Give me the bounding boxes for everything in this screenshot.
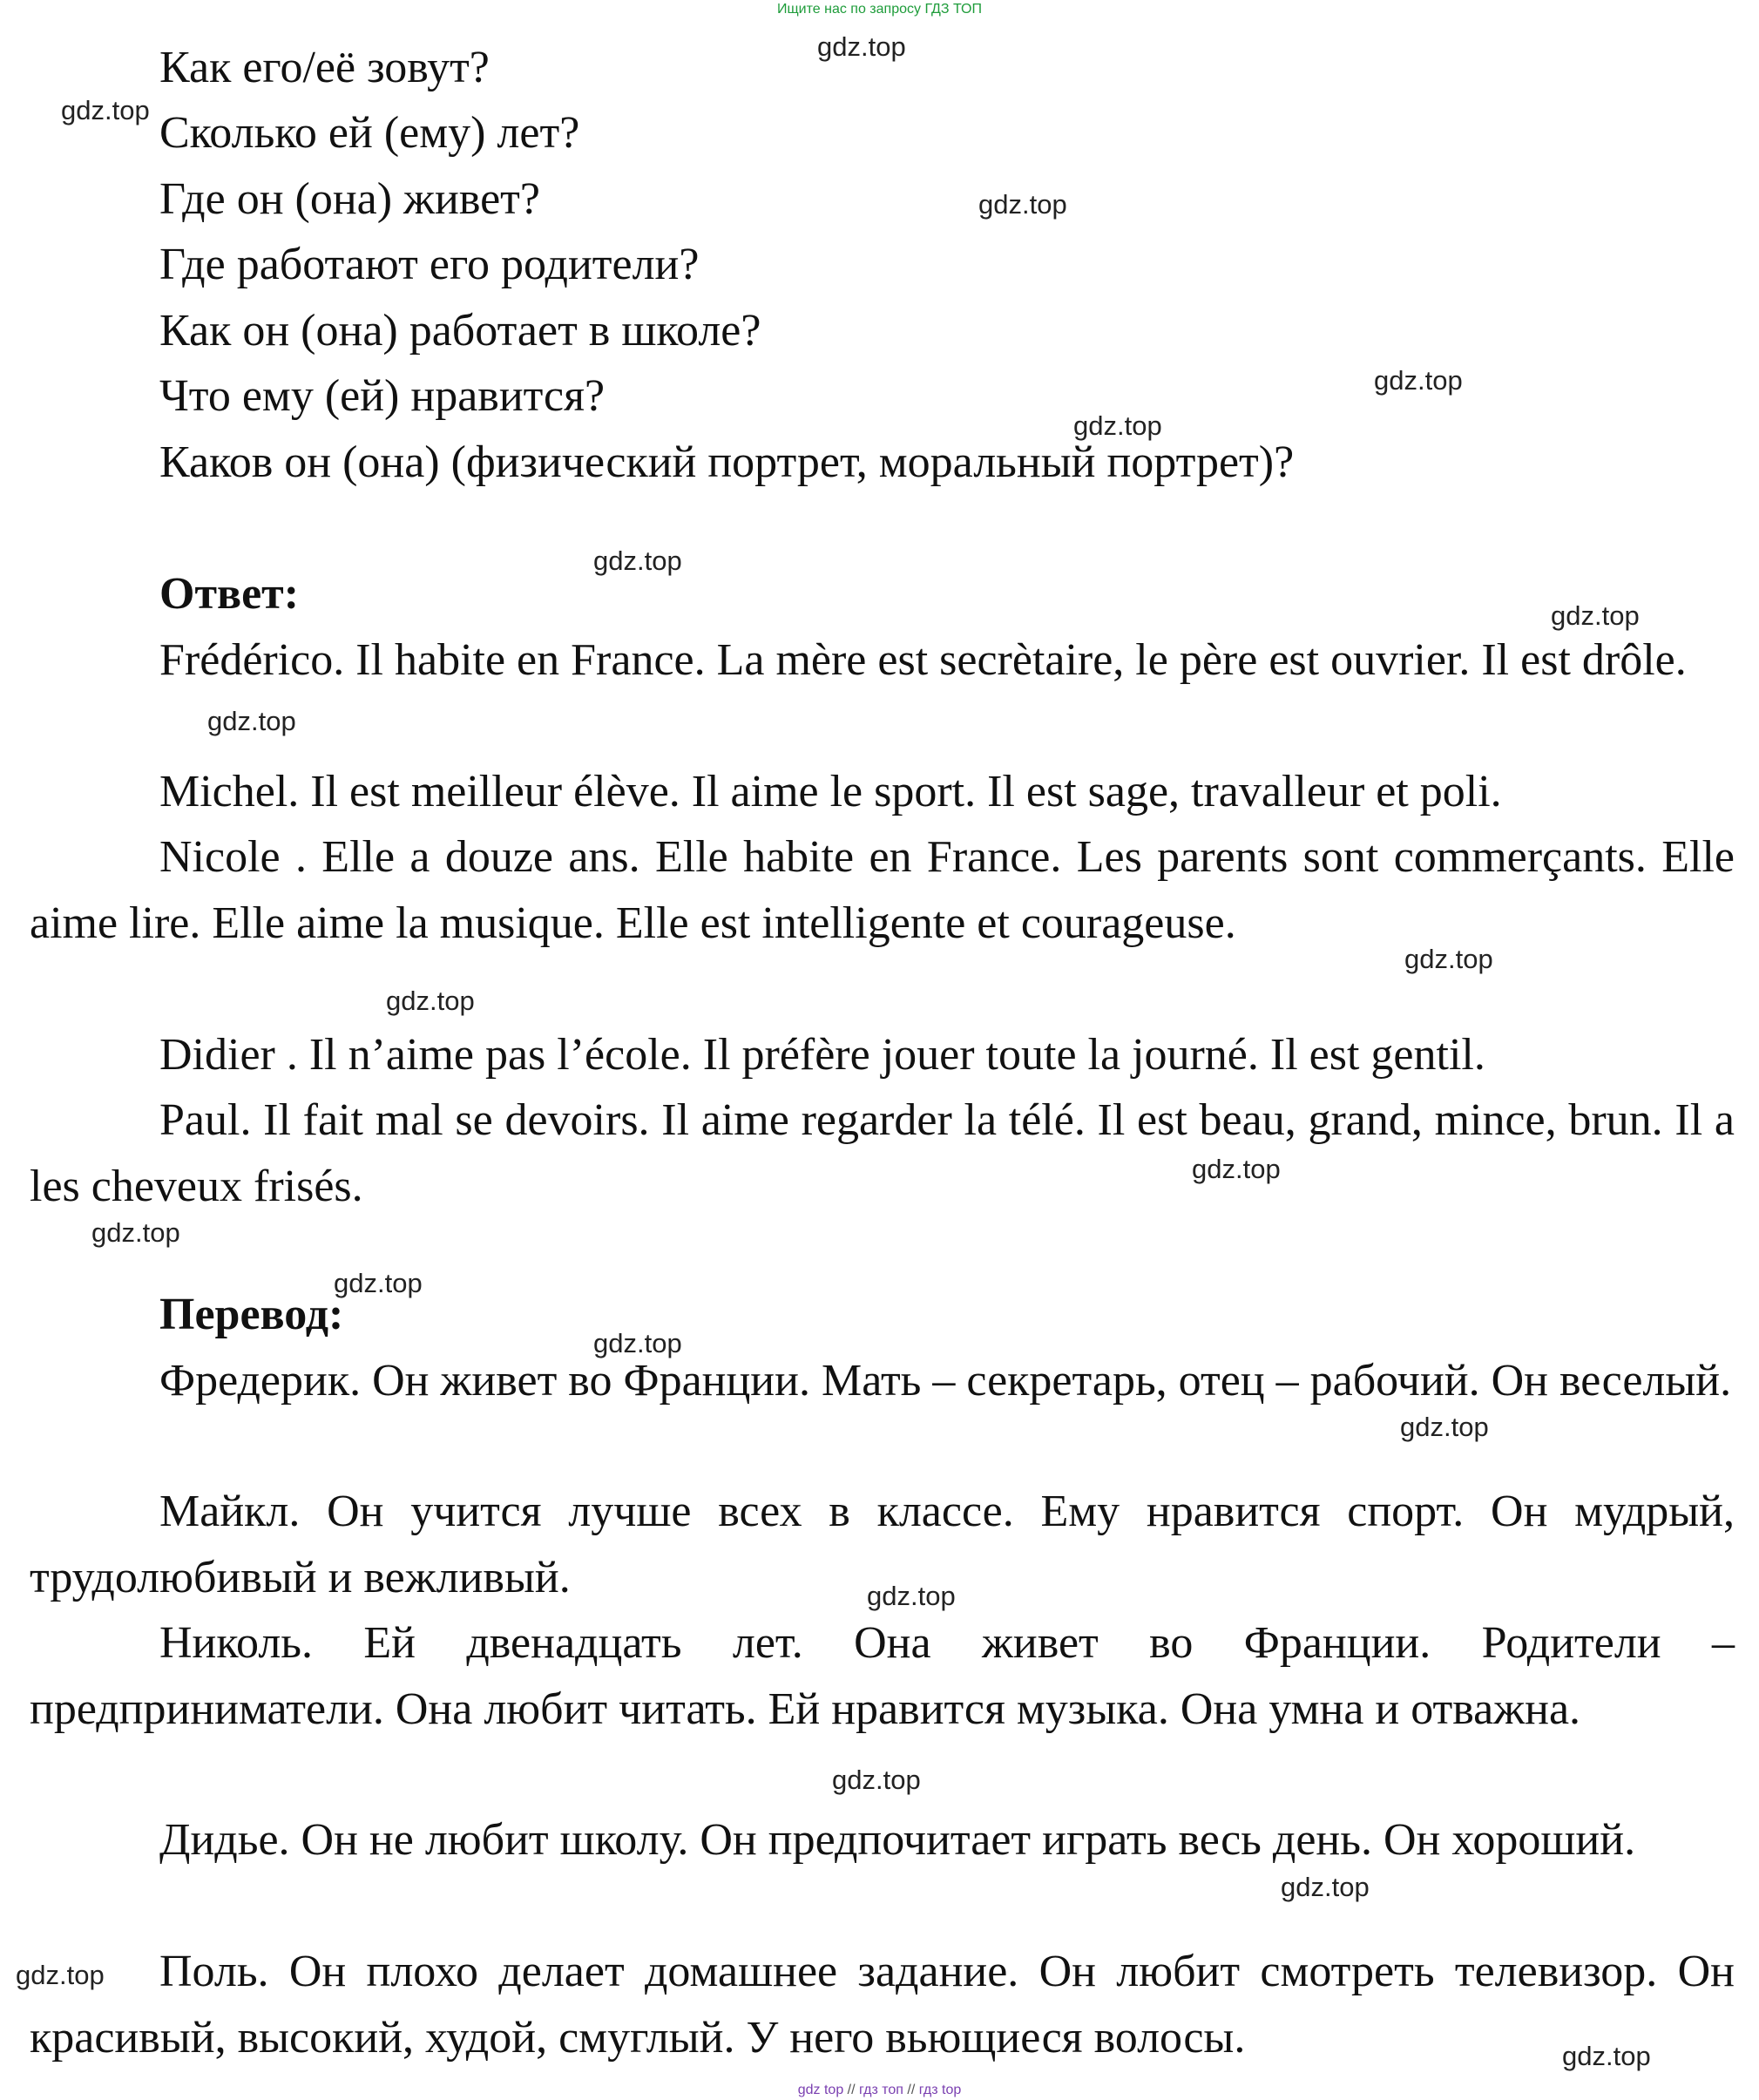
watermark: gdz.top [207, 706, 296, 736]
watermark: gdz.top [593, 1328, 682, 1358]
answer-paragraph: Paul. Il fait mal se devoirs. Il aime regarder la télé. Il est beau, grand, mince, brun. Il a les cheveux frisés. [30, 1095, 1735, 1211]
watermark: gdz.top [16, 1960, 105, 1990]
watermark: gdz.top [593, 545, 682, 576]
question-line: Сколько ей (ему) лет? [159, 108, 580, 158]
translation-paragraph: Майкл. Он учится лучше всех в классе. Ему нравится спорт. Он мудрый, трудолюбивый и вежливый. [30, 1487, 1735, 1602]
footer-link[interactable]: гдз top [918, 2083, 962, 2097]
question-line: Как его/её зовут? [159, 43, 490, 92]
watermark: gdz.top [1400, 1412, 1489, 1442]
watermark: gdz.top [1404, 944, 1493, 974]
answer-paragraph: Michel. Il est meilleur élève. Il aime le sport. Il est sage, travalleur et poli. [159, 767, 1502, 816]
watermark: gdz.top [832, 1765, 921, 1795]
watermark: gdz.top [978, 189, 1067, 220]
watermark: gdz.top [1551, 600, 1640, 631]
translation-paragraph: Поль. Он плохо делает домашнее задание. Он любит смотреть телевизор. Он красивый, высокий, худой, смуглый. У него вьющиеся волосы. [30, 1947, 1735, 2063]
translation-paragraph: Николь. Ей двенадцать лет. Она живет во Франции. Родители – предприниматели. Она любит читать. Ей нравится музыка. Она умна и отважна. [30, 1618, 1735, 1734]
footer-separator: // [907, 2083, 916, 2097]
watermark: gdz.top [334, 1268, 423, 1298]
watermark: gdz.top [1192, 1154, 1281, 1184]
question-line: Что ему (ей) нравится? [159, 371, 606, 421]
bottom-footer [0, 2083, 1759, 2098]
footer-link[interactable]: gdz top [797, 2083, 844, 2097]
question-line: Где работают его родители? [159, 240, 700, 289]
question-line: Как он (она) работает в школе? [159, 306, 761, 356]
question-line: Где он (она) живет? [159, 174, 540, 224]
watermark: gdz.top [1562, 2041, 1651, 2071]
top-banner[interactable]: Ищите нас по запросу ГДЗ ТОП [777, 2, 982, 17]
translation-heading: Перевод: [159, 1290, 344, 1339]
translation-paragraph: Дидье. Он не любит школу. Он предпочитает играть весь день. Он хороший. [159, 1815, 1636, 1865]
question-line: Каков он (она) (физический портрет, моральный портрет)? [159, 437, 1295, 487]
answer-paragraph: Nicole . Elle a douze ans. Elle habite en France. Les parents sont commerçants. Elle aime lire. Elle aime la musique. Elle est intelligente et courageuse. [30, 832, 1735, 948]
watermark: gdz.top [1374, 365, 1463, 396]
answer-paragraph: Didier . Il n’aime pas l’école. Il préfère jouer toute la journé. Il est gentil. [159, 1030, 1485, 1080]
watermark: gdz.top [817, 31, 906, 62]
footer-separator: // [847, 2083, 856, 2097]
answer-paragraph: Frédérico. Il habite en France. La mère est secrètaire, le père est ouvrier. Il est drôle. [159, 635, 1687, 685]
watermark: gdz.top [386, 986, 475, 1016]
translation-paragraph: Фредерик. Он живет во Франции. Мать – секретарь, отец – рабочий. Он веселый. [159, 1356, 1732, 1406]
watermark: gdz.top [1073, 410, 1162, 441]
watermark: gdz.top [61, 95, 150, 125]
footer-link[interactable]: гдз топ [859, 2083, 903, 2097]
answer-heading: Ответ: [159, 569, 300, 619]
watermark: gdz.top [867, 1581, 956, 1611]
watermark: gdz.top [1281, 1872, 1370, 1902]
watermark: gdz.top [91, 1217, 180, 1248]
